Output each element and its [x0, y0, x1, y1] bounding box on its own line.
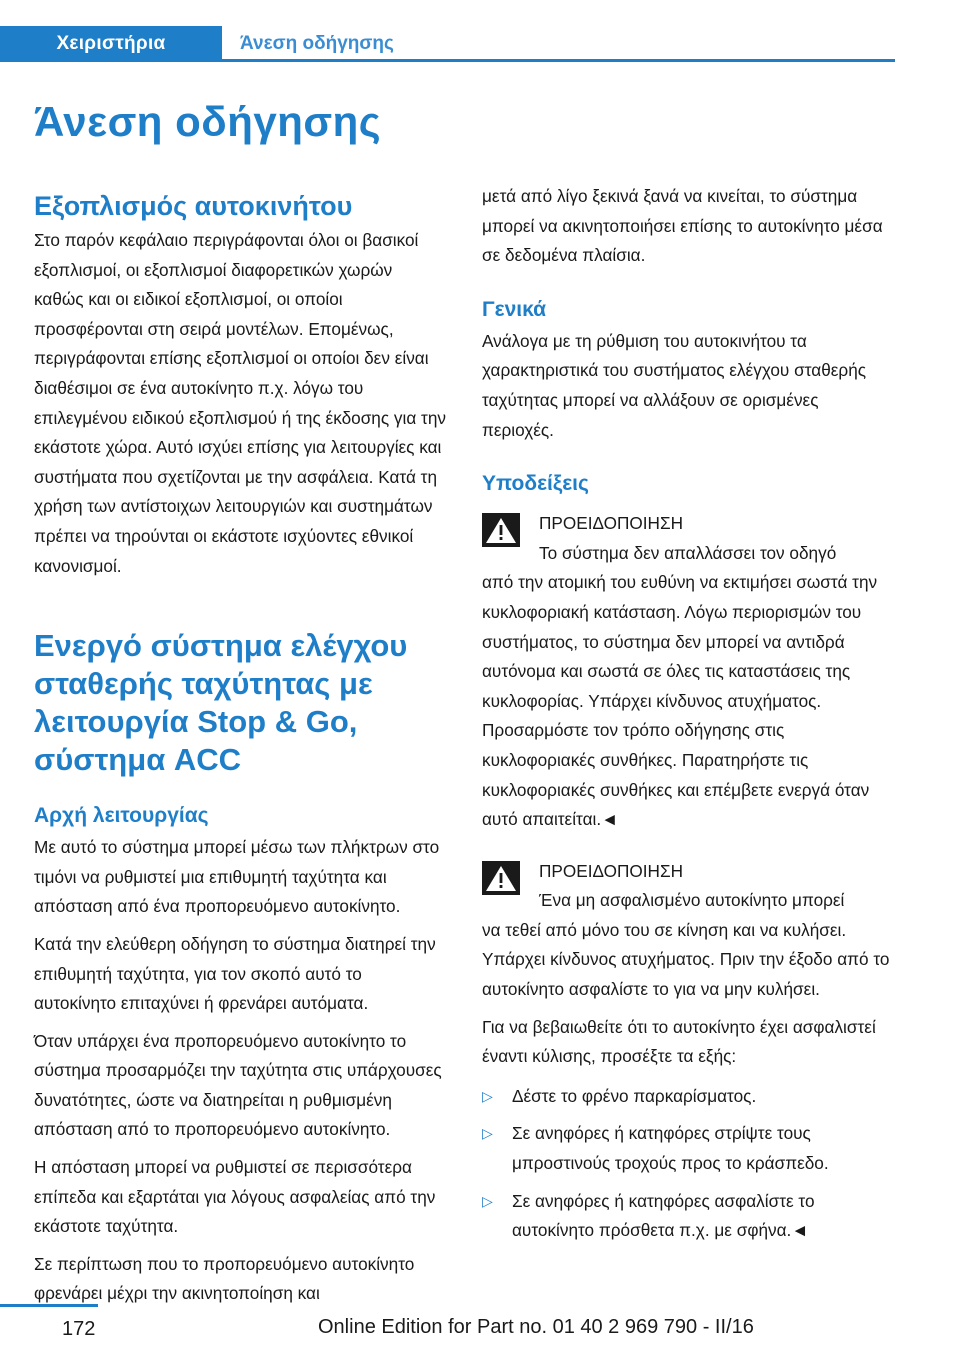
- section-vehicle-equipment-text: Στο παρόν κεφάλαιο περιγράφονται όλοι οι βασικοί εξοπλισμοί, οι εξοπλισμοί διαφορετικών χωρών καθώς και οι ειδικοί εξοπλισμοί, οι οποίοι προσφέρονται στη σειρά μοντέλων. Επομένως, περιγράφονται επίσης εξοπλισμοί οι οποίοι δεν είναι διαθέσιμοι σε ένα αυτοκίνητο π.χ. λόγω του επιλεγμένου ειδικού εξοπλισμού ή της έκδοσης για την εκάστοτε χώρα. Αυτό ισχύει επίσης για λειτουργίες και συστήματα που σχετίζονται με την ασφάλεια. Κατά τη χρήση των αντίστοιχων λειτουργιών και συστημάτων πρέπει να τηρούνται οι εκάστοτε ισχύοντες εθνικοί κανονισμοί.: [34, 230, 446, 576]
- warning-block: [482, 857, 894, 1005]
- page-title: Άνεση οδήγησης: [34, 98, 382, 145]
- general-title: Γενικά: [482, 297, 547, 321]
- tab-controls[interactable]: Χειριστήρια: [0, 26, 222, 62]
- left-column: [34, 188, 446, 1309]
- warning-triangle-icon: [482, 513, 520, 547]
- list-item-text: Σε ανηφόρες ή κατηφόρες στρίψτε τους μπροστινούς τροχούς προς το κράσπεδο.: [512, 1123, 829, 1174]
- paragraph: Κατά την ελεύθερη οδήγηση το σύστημα διατηρεί την επιθυμητή ταχύτητα, για τον σκοπό αυτό το αυτοκίνητο επιταχύνει ή φρενάρει αυτόματα.: [34, 933, 436, 1014]
- principle-title: Αρχή λειτουργίας: [34, 804, 209, 828]
- warning-block: [482, 509, 894, 835]
- right-column: [482, 182, 894, 1254]
- warning-text: από την ατομική του ευθύνη να εκτιμήσει σωστά την κυκλοφοριακή κατάσταση. Λόγω περιορισμών του συστήματος, το σύστημα δεν μπορεί να αντιδρά αυτόνομα και σωστά σε όλες τις καταστάσεις της κυκλοφορίας. Υπάρχει κίνδυνος ατυχήματος. Προσαρμόστε τον τρόπο οδήγησης στις κυκλοφοριακές συνθήκες. Παρατηρήστε τις κυκλοφοριακές συνθήκες και επέμβετε ενεργά όταν αυτό απαιτείται.◄: [482, 572, 878, 830]
- list-item-text: Δέστε το φρένο παρκαρίσματος.: [512, 1085, 757, 1106]
- warning-first-line: Ένα μη ασφαλισμένο αυτοκίνητο μπορεί: [539, 890, 845, 911]
- footer-edition: [318, 1316, 754, 1339]
- header-tabs: [0, 26, 895, 62]
- bullet-marker: ▷: [482, 1125, 493, 1142]
- paragraph: Η απόσταση μπορεί να ρυθμιστεί σε περισσότερα επίπεδα και εξαρτάται για λόγους ασφαλείας από την εκάστοτε ταχύτητα.: [34, 1157, 436, 1237]
- secure-text: Για να βεβαιωθείτε ότι το αυτοκίνητο έχει ασφαλιστεί έναντι κύλισης, προσέξτε τα εξής:: [482, 1016, 876, 1067]
- paragraph: Σε περίπτωση που το προπορευόμενο αυτοκίνητο φρενάρει μέχρι την ακινητοποίηση και: [34, 1253, 415, 1304]
- tab-driving-comfort[interactable]: Άνεση οδήγησης: [240, 33, 394, 54]
- warning-text: να τεθεί από μόνο του σε κίνηση και να κυλήσει. Υπάρχει κίνδυνος ατυχήματος. Πριν την έξοδο από το αυτοκίνητο ασφαλίστε το για να μην κυλήσει.: [482, 919, 890, 1000]
- warning-heading: ΠΡΟΕΙΔΟΠΟΙΗΣΗ: [539, 860, 683, 881]
- list-item: [482, 1119, 894, 1178]
- bullet-marker: ▷: [482, 1192, 493, 1209]
- paragraph: Με αυτό το σύστημα μπορεί μέσω των πλήκτρων στο τιμόνι να ρυθμιστεί μια επιθυμητή ταχύτητα και απόσταση από ένα προπορευόμενο αυτοκίνητο.: [34, 837, 440, 917]
- section-acc-title: Ενεργό σύστημα ελέγχου σταθερής ταχύτητας με λειτουργία Stop & Go, σύστημα ACC: [34, 628, 408, 778]
- section-vehicle-equipment-title: Εξοπλισμός αυτοκινήτου: [34, 191, 353, 221]
- list-item: [482, 1187, 894, 1246]
- footer-edition-text: Online Edition for Part no. 01 40 2 969 790 - II/16: [318, 1316, 754, 1338]
- warning-heading: ΠΡΟΕΙΔΟΠΟΙΗΣΗ: [539, 513, 683, 534]
- header-rule: [222, 59, 895, 62]
- warning-triangle-icon: [482, 861, 520, 895]
- list-item-text: Σε ανηφόρες ή κατηφόρες ασφαλίστε το αυτοκίνητο πρόσθετα π.χ. με σφήνα.◄: [512, 1190, 815, 1241]
- page-number-rule: [0, 1304, 98, 1307]
- paragraph: Όταν υπάρχει ένα προπορευόμενο αυτοκίνητο το σύστημα προσαρμόζει την ταχύτητα στις υπάρχουσες δυνατότητες, ώστε να διατηρείται η ρυθμισμένη απόσταση από το προπορευόμενο αυτοκίνητο.: [34, 1030, 442, 1140]
- list-item: [482, 1082, 894, 1112]
- page-number: 172: [62, 1318, 96, 1340]
- bullet-marker: ▷: [482, 1087, 493, 1104]
- warning-first-line: Το σύστημα δεν απαλλάσσει τον οδηγό: [539, 542, 837, 563]
- bullet-list: [482, 1082, 894, 1246]
- continuation-text: μετά από λίγο ξεκινά ξανά να κινείται, το σύστημα μπορεί να ακινητοποιήσει επίσης το αυτοκίνητο μέσα σε δεδομένα πλαίσια.: [482, 186, 883, 266]
- hints-title: Υποδείξεις: [482, 472, 589, 496]
- general-text: Ανάλογα με τη ρύθμιση του αυτοκινήτου τα χαρακτηριστικά του συστήματος ελέγχου σταθερής ταχύτητας μπορεί να αλλάξουν σε ορισμένες περιοχές.: [482, 330, 867, 440]
